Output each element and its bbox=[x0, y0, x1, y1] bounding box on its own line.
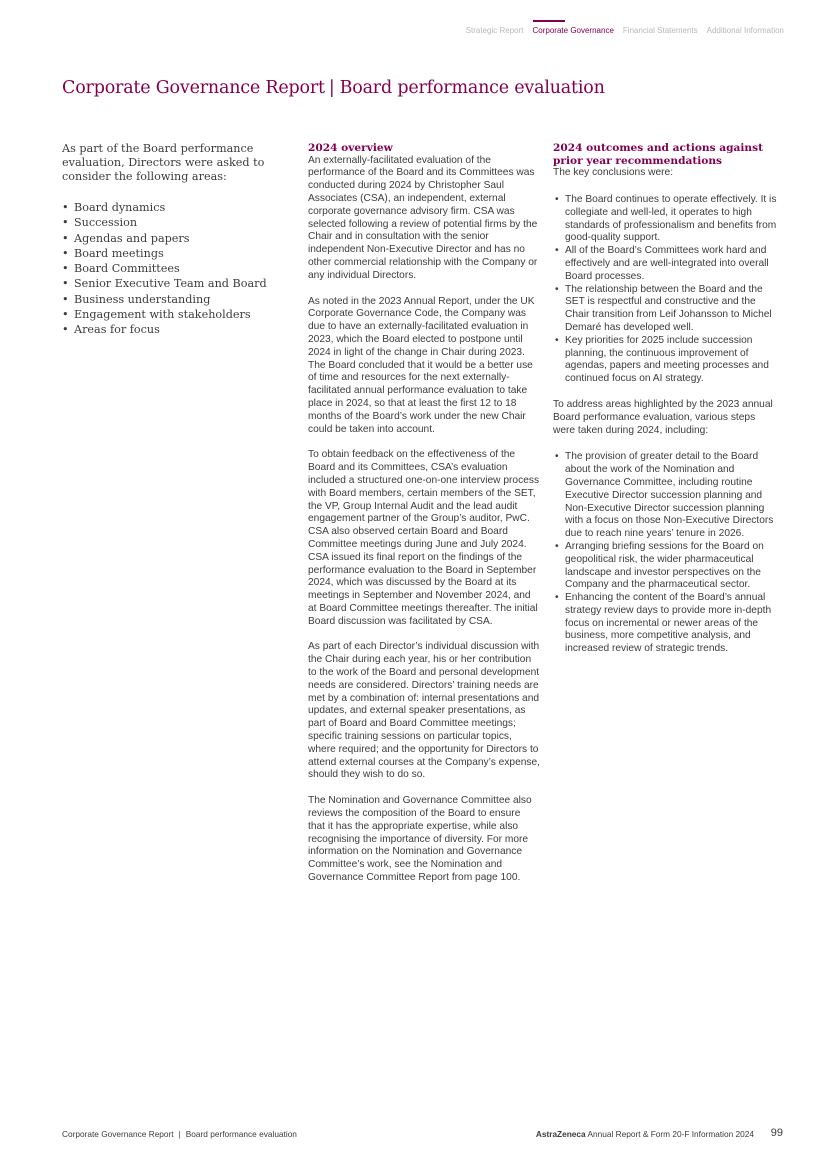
list-item: • Board Committees bbox=[62, 261, 277, 276]
page-number: 99 bbox=[770, 1127, 783, 1139]
areas-list bbox=[62, 200, 277, 338]
list-item: • Board meetings bbox=[62, 246, 277, 261]
conclusions-list bbox=[553, 194, 777, 386]
footer-section-label bbox=[62, 1129, 297, 1139]
list-item: • Key priorities for 2025 include succession planning, the continuous improvement of agendas, papers and meeting processes and continued focus on AI strategy. bbox=[553, 335, 777, 386]
overview-paragraph: To obtain feedback on the effectiveness of the Board and its Committees, CSA’s evaluation included a structured one-on-one interview process with Board members, certain members of the SET, the VP, Group Internal Audit and the lead audit engagement partner of the Group’s auditor, PwC. CSA also observed certain Board and Board Committee meetings during June and July 2024. CSA issued its final report on the findings of the performance evaluation to the Board in September 2024, which was discussed by the Board at its meetings in September and November 2024, and at Board Committee meetings thereafter. The initial Board discussion was facilitated by CSA. bbox=[308, 449, 540, 627]
list-item: • Business understanding bbox=[62, 292, 277, 307]
list-item: • Succession bbox=[62, 215, 277, 230]
overview-paragraph: The Nomination and Governance Committee also reviews the composition of the Board to ensure that it has the appropriate expertise, while also recognising the importance of diversity. For more information on the Nomination and Governance Committee’s work, see the Nomination and Governance Committee Report from page 100. bbox=[308, 795, 532, 884]
list-item: • The provision of greater detail to the Board about the work of the Nomination and Governance Committee, including routine Executive Director succession planning and Non-Executive Director succession planning with a focus on those Non-Executive Directors due to reach nine years’ tenure in 2026. bbox=[553, 451, 777, 541]
footer-doc-title bbox=[536, 1129, 754, 1139]
steps-list bbox=[553, 451, 777, 656]
list-item: • All of the Board’s Committees work hard and effectively and are well-integrated into overall Board processes. bbox=[553, 245, 777, 283]
list-item: • The Board continues to operate effectively. It is collegiate and well-led, it operates to high standards of professionalism and benefits from good-quality support. bbox=[553, 194, 777, 245]
steps-intro: To address areas highlighted by the 2023 annual Board performance evaluation, various steps were taken during 2024, including: bbox=[553, 398, 773, 436]
overview-paragraph: An externally-facilitated evaluation of the performance of the Board and its Committees was conducted during 2024 by Christopher Saul Associates (CSA), an independent, external corporate governance advisory firm. CSA was selected following a review of potential firms by the Chair and in consultation with the senior independent Non-Executive Director and has no other commercial relationship with the Company or any individual Directors. bbox=[308, 154, 538, 281]
list-item: • Arranging briefing sessions for the Board on geopolitical risk, the wider pharmaceutical landscape and investor perspectives on the Company and the pharmaceutical sector. bbox=[553, 541, 777, 592]
footer-doc-name: Annual Report & Form 20-F Information 2024 bbox=[587, 1129, 754, 1139]
list-item: • Engagement with stakeholders bbox=[62, 307, 277, 322]
list-item: • The relationship between the Board and the SET is respectful and constructive and the Chair transition from Leif Johansson to Michel Demaré has developed well. bbox=[553, 284, 777, 335]
footer-brand: AstraZeneca bbox=[535, 1129, 586, 1139]
section-nav bbox=[466, 26, 784, 35]
outcomes-column bbox=[553, 142, 777, 656]
nav-financial-statements[interactable]: Financial Statements bbox=[622, 26, 698, 35]
nav-corporate-governance[interactable]: Corporate Governance bbox=[532, 26, 614, 35]
conclusions-intro: The key conclusions were: bbox=[553, 167, 674, 179]
overview-column bbox=[308, 142, 540, 885]
nav-strategic-report[interactable]: Strategic Report bbox=[465, 26, 524, 35]
evaluation-areas-column bbox=[62, 142, 277, 338]
outcomes-heading: 2024 outcomes and actions against prior year recommendations bbox=[553, 142, 763, 167]
footer-section-main: Corporate Governance Report bbox=[62, 1129, 174, 1139]
page-title-sub: Board performance evaluation bbox=[339, 78, 605, 98]
footer-separator: | bbox=[178, 1129, 181, 1139]
overview-heading: 2024 overview bbox=[308, 142, 393, 154]
overview-paragraph: As part of each Director’s individual discussion with the Chair during each year, his or her contribution to the work of the Board and personal development needs are considered. Directors’ training needs are met by a combination of: internal presentations and updates, and external speaker presentations, as part of Board and Board Committee meetings; specific training sessions on particular topics, where required; and the opportunity for Directors to attend external courses at the Company’s expense, should they wish to do so. bbox=[308, 641, 540, 781]
overview-paragraph: As noted in the 2023 Annual Report, under the UK Corporate Governance Code, the Company was due to have an externally-facilitated evaluation in 2023, which the Board elected to postpone until 2024 in light of the change in Chair during 2023. The Board concluded that it would be a better use of time and resources for the next externally-facilitated annual performance evaluation to take place in 2024, so that at least the first 12 to 18 months of the Board’s work under the new Chair could be taken into account. bbox=[308, 295, 535, 435]
list-item: • Board dynamics bbox=[62, 200, 277, 215]
list-item: • Enhancing the content of the Board’s annual strategy review days to provide more in-depth focus on incremental or newer areas of the business, more competitive analysis, and increased review of strategic trends. bbox=[553, 592, 777, 656]
list-item: • Areas for focus bbox=[62, 322, 277, 337]
areas-intro: As part of the Board performance evaluation, Directors were asked to consider the following areas: bbox=[62, 142, 265, 183]
list-item: • Agendas and papers bbox=[62, 231, 277, 246]
page-title-main: Corporate Governance Report bbox=[62, 78, 325, 98]
page-title-separator: | bbox=[328, 78, 335, 98]
list-item: • Senior Executive Team and Board bbox=[62, 276, 277, 291]
page-title bbox=[62, 78, 605, 98]
footer-section-sub: Board performance evaluation bbox=[185, 1129, 297, 1139]
nav-additional-information[interactable]: Additional Information bbox=[706, 26, 784, 35]
